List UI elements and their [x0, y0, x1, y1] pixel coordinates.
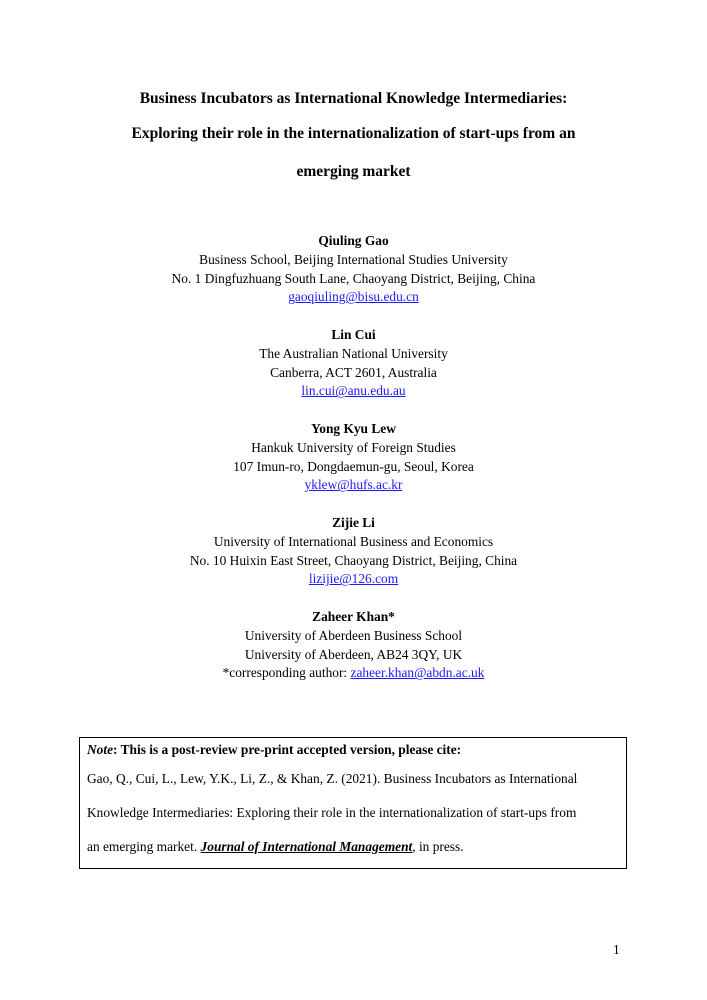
author-name: Yong Kyu Lew [311, 421, 396, 436]
journal-link[interactable]: Journal of International Management [200, 839, 413, 854]
citation-note-box [79, 737, 627, 869]
author-block-1 [0, 232, 707, 307]
corresponding-author-line [0, 664, 707, 683]
title-line-1: Business Incubators as International Knowledge Intermediaries: [139, 90, 568, 107]
citation-line-1: Gao, Q., Cui, L., Lew, Y.K., Li, Z., & Khan, Z. (2021). Business Incubators as International [87, 771, 578, 786]
page-number: 1 [613, 942, 620, 957]
author-affiliation: University of Aberdeen Business School [244, 627, 463, 643]
author-block-4 [0, 514, 707, 589]
author-name: Lin Cui [331, 327, 376, 342]
author-address: Canberra, ACT 2601, Australia [270, 364, 437, 380]
title-line-3: emerging market [296, 163, 411, 180]
author-block-2 [0, 326, 707, 401]
note-header-text: : This is a post-review pre-print accepted version, please cite: [113, 742, 462, 757]
corresponding-label: *corresponding author: [222, 665, 351, 681]
author-address: No. 1 Dingfuzhuang South Lane, Chaoyang District, Beijing, China [171, 270, 536, 286]
author-name: Zaheer Khan* [312, 609, 395, 624]
author-email-link[interactable]: zaheer.khan@abdn.ac.uk [350, 665, 485, 681]
author-affiliation: The Australian National University [259, 345, 448, 361]
citation-line-2: Knowledge Intermediaries: Exploring their role in the internationalization of start-ups from [87, 805, 577, 820]
author-email-link[interactable]: lizijie@126.com [308, 571, 399, 587]
citation-line-3-post: , in press. [412, 839, 464, 854]
author-name: Qiuling Gao [318, 233, 389, 248]
citation-line-3 [87, 839, 464, 855]
note-label: Note [87, 742, 114, 757]
author-affiliation: University of International Business and Economics [213, 533, 494, 549]
title-line-2: Exploring their role in the internationalization of start-ups from an [131, 125, 576, 142]
author-affiliation: Business School, Beijing International Studies University [199, 251, 508, 267]
citation-line-3-pre: an emerging market. [87, 839, 201, 854]
author-affiliation: Hankuk University of Foreign Studies [251, 439, 456, 455]
author-email-link[interactable]: lin.cui@anu.edu.au [301, 383, 406, 399]
author-block-3 [0, 420, 707, 495]
author-email-link[interactable]: yklew@hufs.ac.kr [304, 477, 403, 493]
author-block-5 [0, 608, 707, 683]
author-address: University of Aberdeen, AB24 3QY, UK [244, 646, 463, 662]
author-address: No. 10 Huixin East Street, Chaoyang District, Beijing, China [189, 552, 518, 568]
author-address: 107 Imun-ro, Dongdaemun-gu, Seoul, Korea [233, 458, 474, 474]
author-email-link[interactable]: gaoqiuling@bisu.edu.cn [288, 289, 419, 305]
note-header [87, 742, 461, 758]
author-name: Zijie Li [332, 515, 375, 530]
